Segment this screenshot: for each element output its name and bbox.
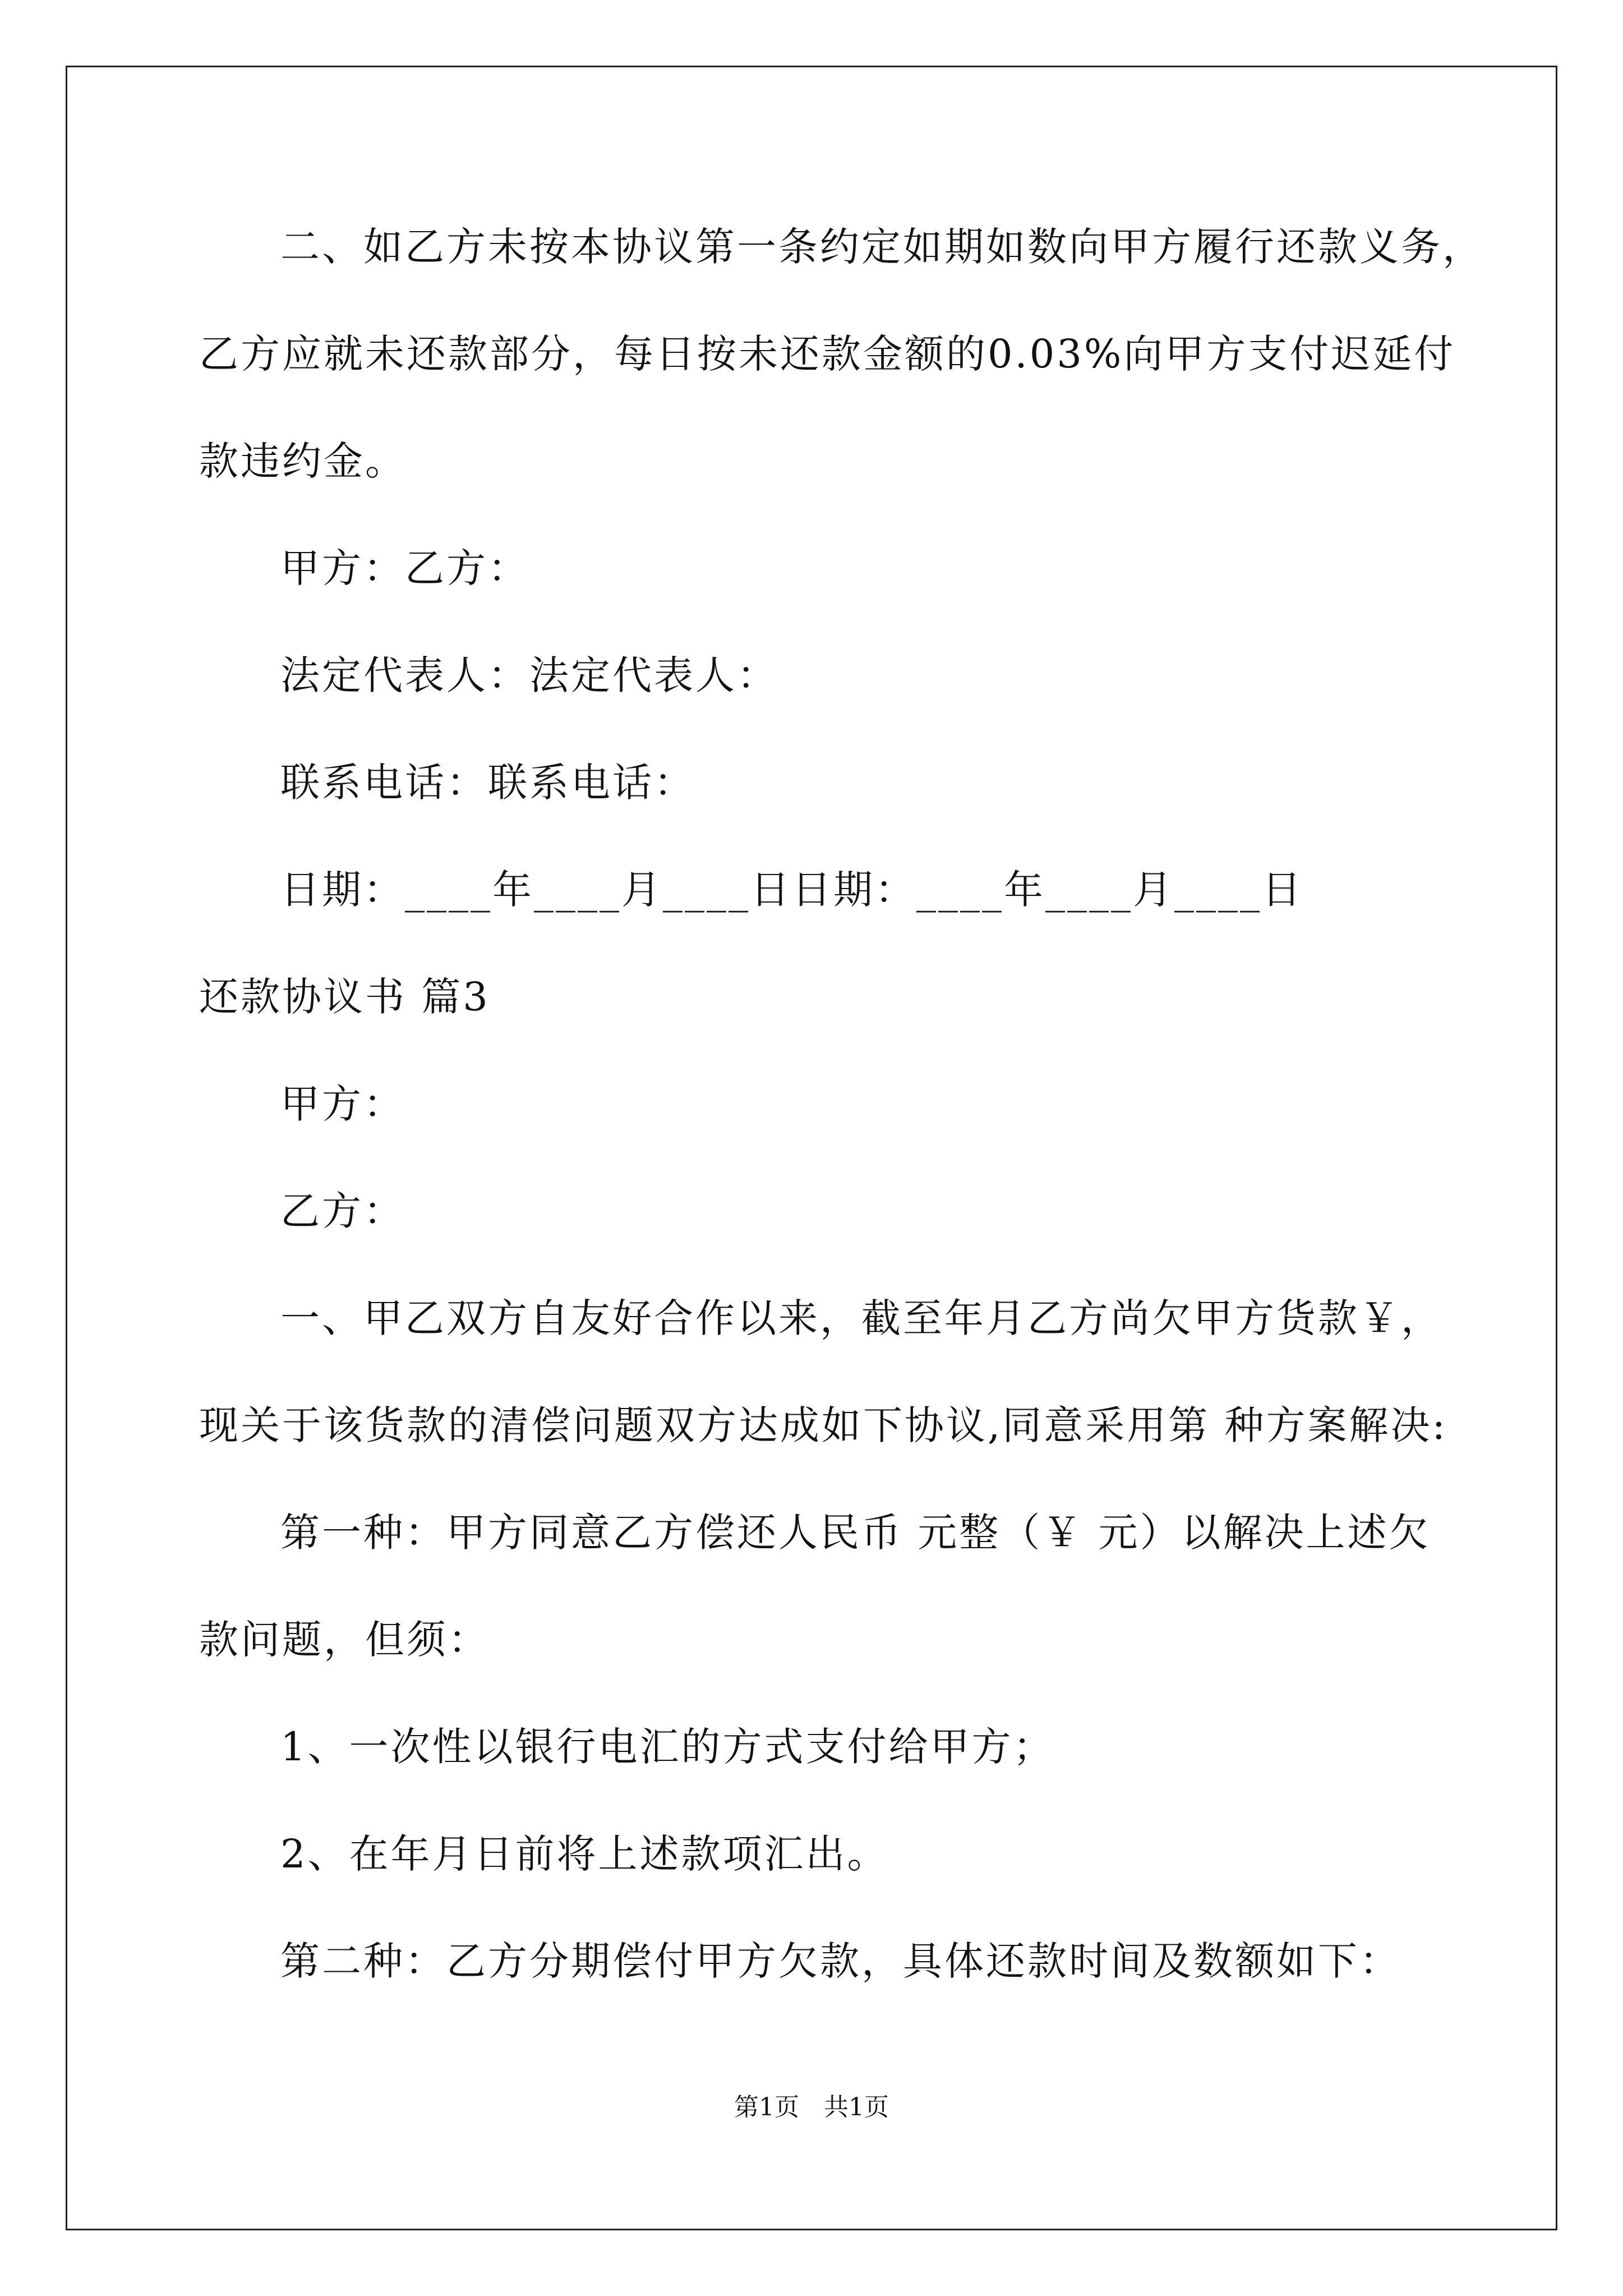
paragraph-clause-1-line-2: 现关于该货款的清偿问题双方达成如下协议,同意采用第 种方案解决: bbox=[199, 1402, 1448, 1448]
signature-parties-line: 甲方：乙方： bbox=[280, 545, 529, 591]
party-a-line: 甲方： bbox=[280, 1081, 405, 1127]
signature-phone-line: 联系电话：联系电话： bbox=[280, 760, 695, 806]
paragraph-clause-2-line-3: 款违约金。 bbox=[199, 438, 407, 484]
page-border bbox=[66, 66, 1557, 2230]
party-b-line: 乙方： bbox=[280, 1188, 405, 1234]
option-2-line-1: 第二种：乙方分期偿付甲方欠款，具体还款时间及数额如下： bbox=[280, 1938, 1401, 1984]
paragraph-clause-2-line-2: 乙方应就未还款部分，每日按未还款金额的0.03%向甲方支付迟延付 bbox=[199, 331, 1456, 377]
option-1-line-1: 第一种：甲方同意乙方偿还人民币 元整（￥ 元）以解决上述欠 bbox=[280, 1510, 1431, 1556]
signature-date-line: 日期：____年____月____日日期：____年____月____日 bbox=[280, 867, 1303, 913]
paragraph-clause-2-line-1: 二、如乙方未按本协议第一条约定如期如数向甲方履行还款义务， bbox=[280, 224, 1484, 270]
option-1-line-2: 款问题，但须： bbox=[199, 1617, 490, 1663]
page-number-footer: 第1页 共1页 bbox=[734, 2093, 889, 2122]
signature-legal-rep-line: 法定代表人：法定代表人： bbox=[280, 652, 778, 698]
section-heading: 还款协议书 篇3 bbox=[199, 974, 490, 1020]
paragraph-clause-1-line-1: 一、甲乙双方自友好合作以来，截至年月乙方尚欠甲方货款￥， bbox=[280, 1295, 1442, 1341]
option-1-item-1: 1、一次性以银行电汇的方式支付给甲方； bbox=[280, 1724, 1055, 1770]
option-1-item-2: 2、在年月日前将上述款项汇出。 bbox=[280, 1831, 889, 1877]
